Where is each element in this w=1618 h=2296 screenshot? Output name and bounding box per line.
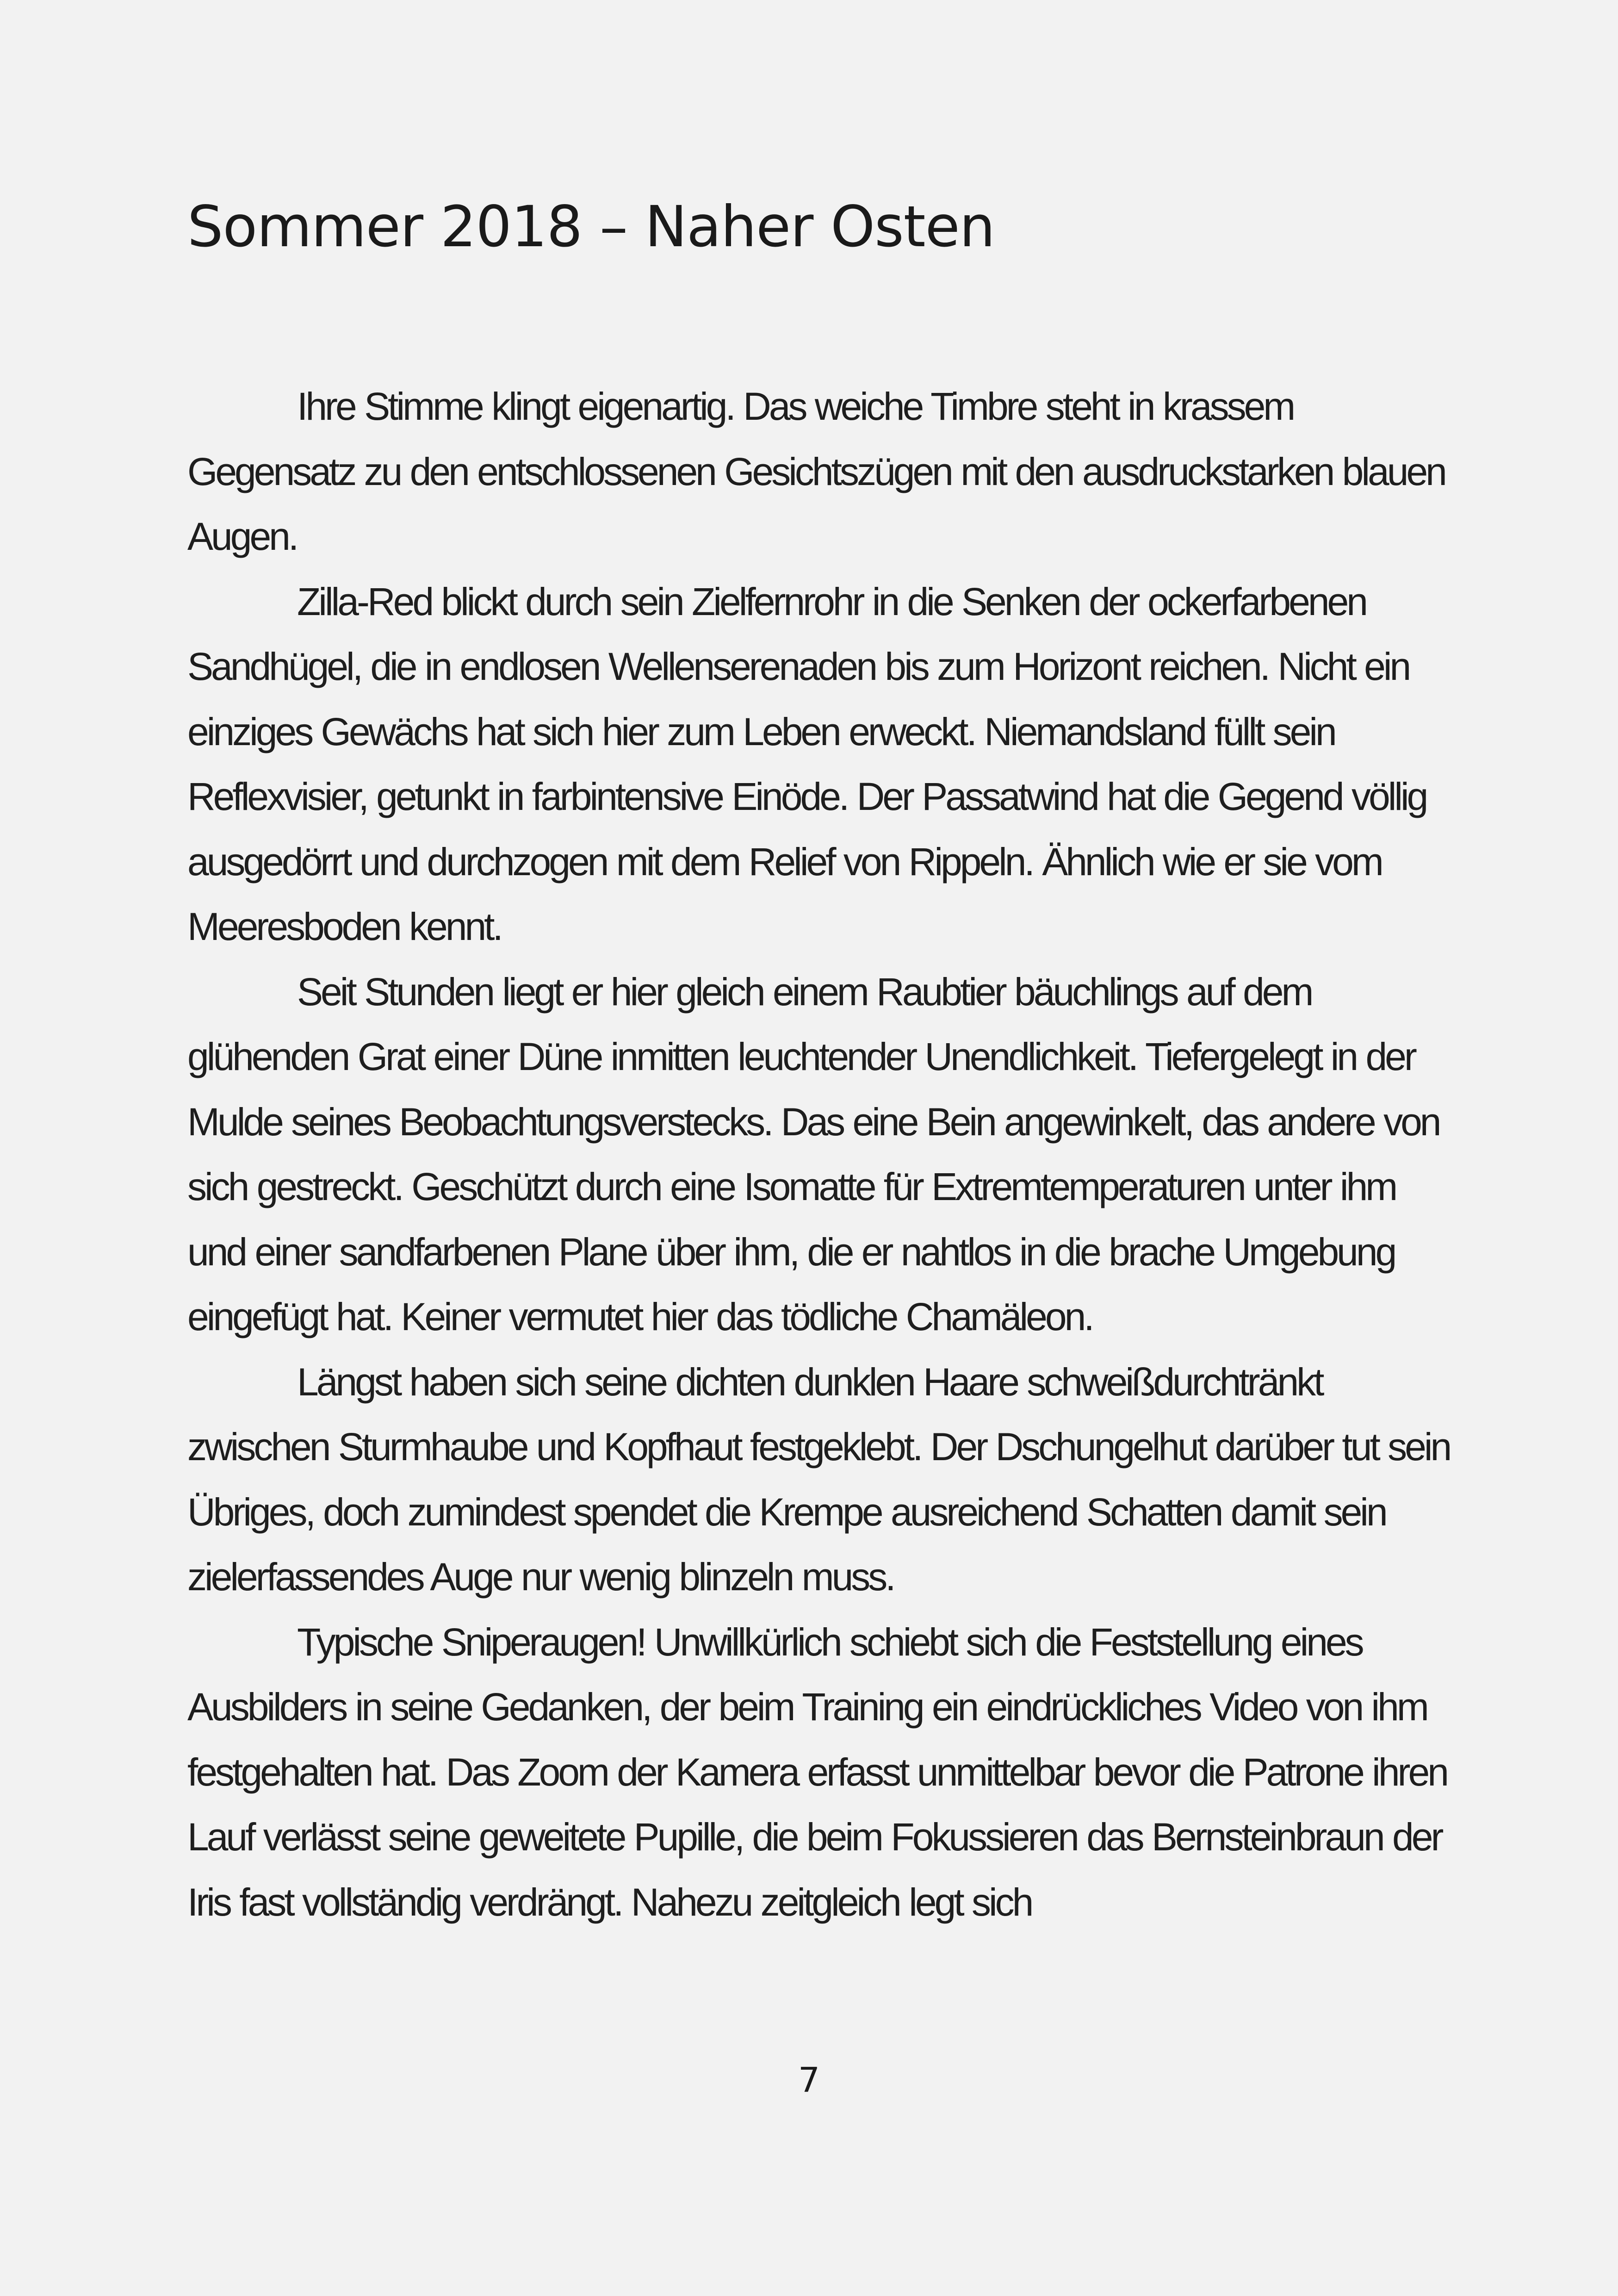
body-text — [187, 374, 1460, 1935]
paragraph: Ihre Stimme klingt eigenartig. Das weiche Timbre steht in krassem Gegensatz zu den entschlossenen Gesichtszügen mit den ausdruckstarken blauen Augen. — [187, 385, 1445, 558]
chapter-title: Sommer 2018 – Naher Osten — [187, 194, 995, 260]
page-number: 7 — [798, 2060, 820, 2100]
paragraph: Längst haben sich seine dichten dunklen Haare schweißdurchtränkt zwischen Sturmhaube und Kopfhaut festgeklebt. Der Dschungelhut darüber tut sein Übriges, doch zumindest spendet die Krempe ausreichend Schatten damit sein zielerfassendes Auge nur wenig blinzeln muss. — [187, 1360, 1450, 1599]
paragraph: Zilla-Red blickt durch sein Zielfernrohr in die Senken der ockerfarbenen Sandhügel, die in endlosen Wellenserenaden bis zum Horizont reichen. Nicht ein einziges Gewächs hat sich hier zum Leben erweckt. Niemandsland füllt sein Reflexvisier, getunkt in farbintensive Einöde. Der Passatwind hat die Gegend völlig ausgedörrt und durchzogen mit dem Relief von Rippeln. Ähnlich wie er sie vom Meeresboden kennt. — [187, 579, 1426, 948]
paragraph: Typische Sniperaugen! Unwillkürlich schiebt sich die Feststellung eines Ausbilders in seine Gedanken, der beim Training ein eindrückliches Video von ihm festgehalten hat. Das Zoom der Kamera erfasst unmittelbar bevor die Patrone ihren Lauf verlässt seine geweitete Pupille, die beim Fokussieren das Bernsteinbraun der Iris fast vollständig verdrängt. Nahezu zeitgleich legt sich — [187, 1620, 1447, 1924]
paragraph: Seit Stunden liegt er hier gleich einem Raubtier bäuchlings auf dem glühenden Grat einer Düne inmitten leuchtender Unendlichkeit. Tiefergelegt in der Mulde seines Beobachtungsverstecks. Das eine Bein angewinkelt, das andere von sich gestreckt. Geschützt durch eine Isomatte für Extremtemperaturen unter ihm und einer sandfarbenen Plane über ihm, die er nahtlos in die brache Umgebung eingefügt hat. Keiner vermutet hier das tödliche Chamäleon. — [187, 970, 1439, 1338]
